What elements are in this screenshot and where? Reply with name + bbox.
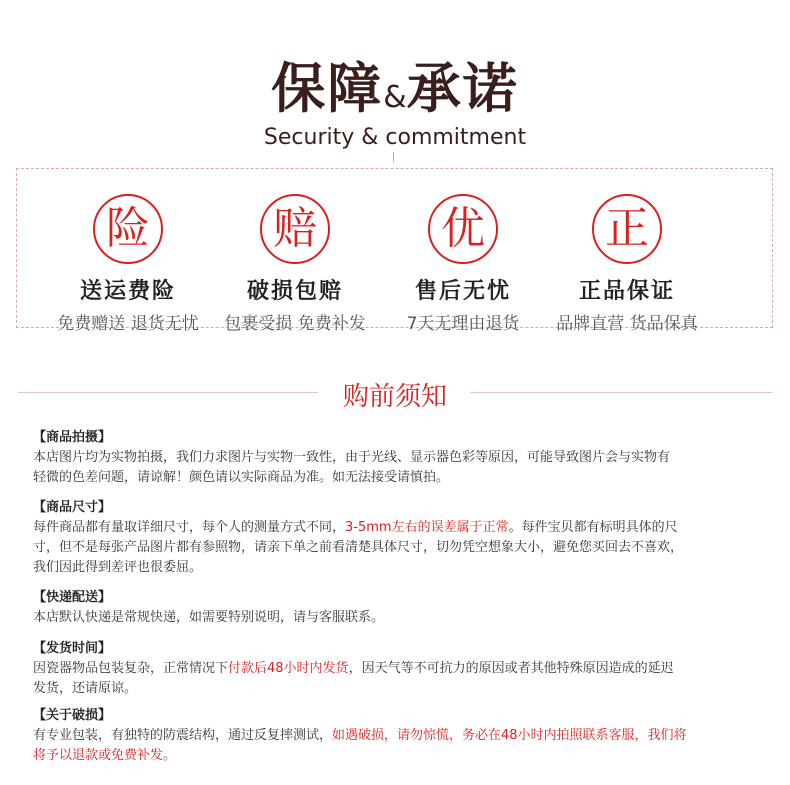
- notice-line: [33, 659, 763, 679]
- promise-char-circle: 险: [93, 194, 163, 264]
- notice-highlight: 付款后48小时内发货: [228, 661, 349, 676]
- promise-char-circle: 优: [428, 194, 498, 264]
- page-subtitle: Security & commitment: [263, 125, 527, 150]
- title-part2: 承诺: [406, 57, 519, 120]
- promise-subtitle: 品牌直营 货品保真: [556, 314, 698, 334]
- promise-damage-compensation: [220, 194, 370, 334]
- promise-char-circle: 赔: [260, 194, 330, 264]
- notice-line: 发货，还请原谅。: [33, 681, 138, 696]
- notice-line: 我们因此得到差评也很委屈。: [33, 560, 203, 575]
- promise-subtitle: 免费赠送 退货无忧: [57, 314, 199, 334]
- promise-title: 售后无忧: [414, 279, 511, 304]
- notice-text: ，因天气等不可抗力的原因或者其他特殊原因造成的延迟: [348, 661, 674, 676]
- promise-shipping-insurance: [53, 194, 203, 334]
- promise-genuine: [552, 194, 702, 334]
- notice-head: 【商品拍摄】: [33, 430, 112, 445]
- promise-title: 正品保证: [578, 279, 675, 304]
- notice-item-damage: [33, 706, 763, 766]
- notice-line: [33, 726, 763, 746]
- notice-text: 有专业包装，有独特的防震结构，通过反复摔测试，: [33, 728, 333, 743]
- notice-text: 因瓷器物品包装复杂，正常情况下: [33, 661, 229, 676]
- title-amp: &: [383, 80, 407, 115]
- notice-highlight: 如遇破损，请勿惊慌，务必在48小时内拍照联系客服，我们将: [332, 728, 687, 743]
- promise-title: 送运费险: [79, 279, 176, 304]
- notice-line: 轻微的色差问题，请谅解！颜色请以实际商品为准。如无法接受请慎拍。: [33, 470, 450, 485]
- notice-item-ship-time: [33, 639, 763, 699]
- notice-head: 【快递配送】: [33, 590, 112, 605]
- page-title: [0, 57, 790, 120]
- notice-highlight: 3-5mm左右的误差属于正常: [345, 520, 509, 535]
- notice-line: [33, 518, 763, 538]
- notice-item-size: [33, 498, 763, 578]
- notice-item-delivery: [33, 588, 763, 628]
- notice-line: 本店图片均为实物拍摄，我们力求图片与实物一致性，由于光线、显示器色彩等原因，可能导致图片会与实物有: [33, 450, 671, 465]
- notice-head: 【发货时间】: [33, 641, 112, 656]
- notice-line: 寸，但不是每张产品图片都有参照物，请亲下单之前看清楚具体尺寸，切勿凭空想象大小，避免您买回去不喜欢，: [33, 540, 684, 555]
- promise-subtitle: 包裹受损 免费补发: [224, 314, 366, 334]
- title-pointer: [393, 152, 394, 162]
- notice-text: 每件商品都有量取详细尺寸，每个人的测量方式不同，: [33, 520, 346, 535]
- notice-text: 。每件宝贝都有标明具体的尺: [508, 520, 678, 535]
- promise-panel: [16, 168, 773, 334]
- promise-char-circle: 正: [592, 194, 662, 264]
- promise-title: 破损包赔: [246, 279, 343, 304]
- notice-head: 【商品尺寸】: [33, 500, 112, 515]
- notice-item-photo: [33, 428, 763, 488]
- section-title: 购前须知: [342, 382, 447, 412]
- notice-line: 本店默认快递是常规快递，如需要特别说明，请与客服联系。: [33, 610, 385, 625]
- title-part1: 保障: [271, 57, 384, 120]
- promise-after-sales: [388, 194, 538, 334]
- notice-line: 将予以退款或免费补发。: [33, 748, 177, 763]
- notice-head: 【关于破损】: [33, 708, 112, 723]
- promise-subtitle: 7天无理由退货: [406, 314, 520, 334]
